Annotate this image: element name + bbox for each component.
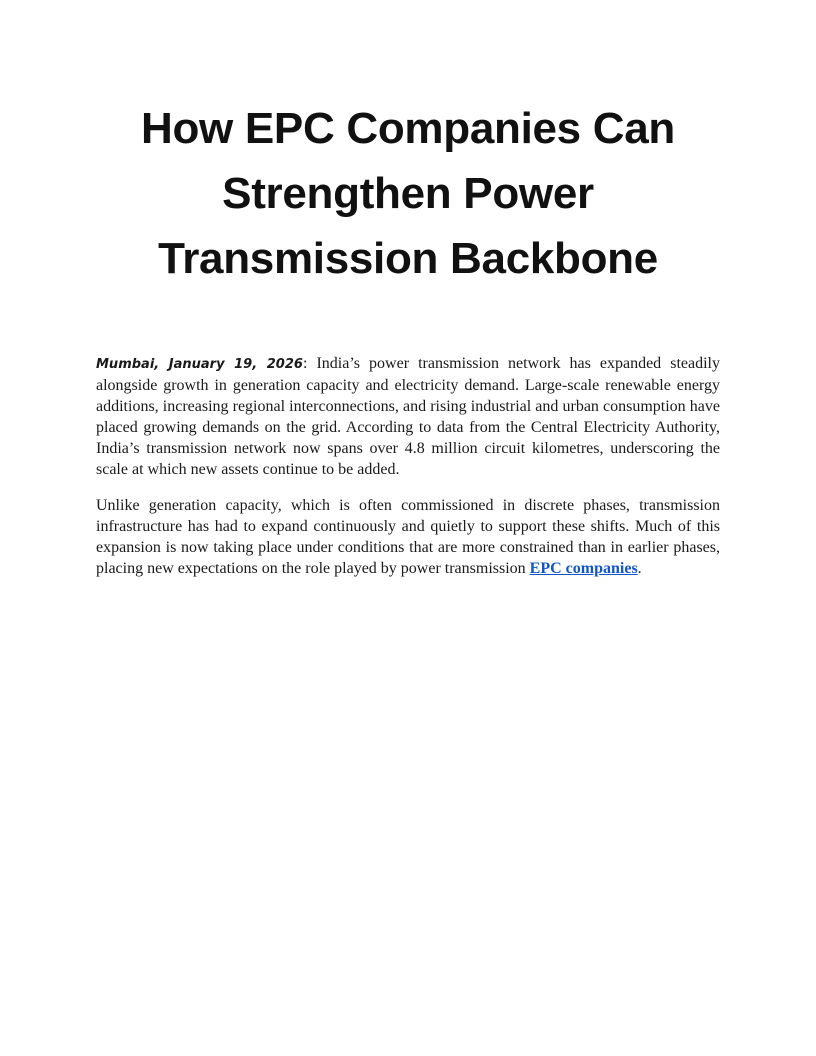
paragraph-2-text: Unlike generation capacity, which is often commissioned in discrete phases, transmission infrastructure has had to expand continuously and quietly to support these shifts. Much of this expansion is now taking place under conditions that are more constrained than in earlier phases, placing new expectations on the role played by power transmission (96, 497, 720, 577)
paragraph-1 (96, 353, 720, 480)
paragraph-2-end: . (637, 560, 642, 577)
paragraph-1-text: India’s power transmission network has expanded steadily alongside growth in generation capacity and electricity demand. Large-scale renewable energy additions, increasing regional interconnections, and rising industrial and urban consumption have placed growing demands on the grid. According to data from the Central Electricity Authority, India’s transmission network now spans over 4.8 million circuit kilometres, underscoring the scale at which new assets continue to be added. (96, 355, 720, 478)
dateline-separator: : (302, 355, 317, 372)
epc-companies-link[interactable]: EPC companies (529, 560, 638, 577)
dateline: Mumbai, January 19, 2026 (96, 357, 303, 372)
paragraph-2 (96, 495, 720, 579)
document-title: How EPC Companies Can Strengthen Power Transmission Backbone (140, 104, 675, 283)
